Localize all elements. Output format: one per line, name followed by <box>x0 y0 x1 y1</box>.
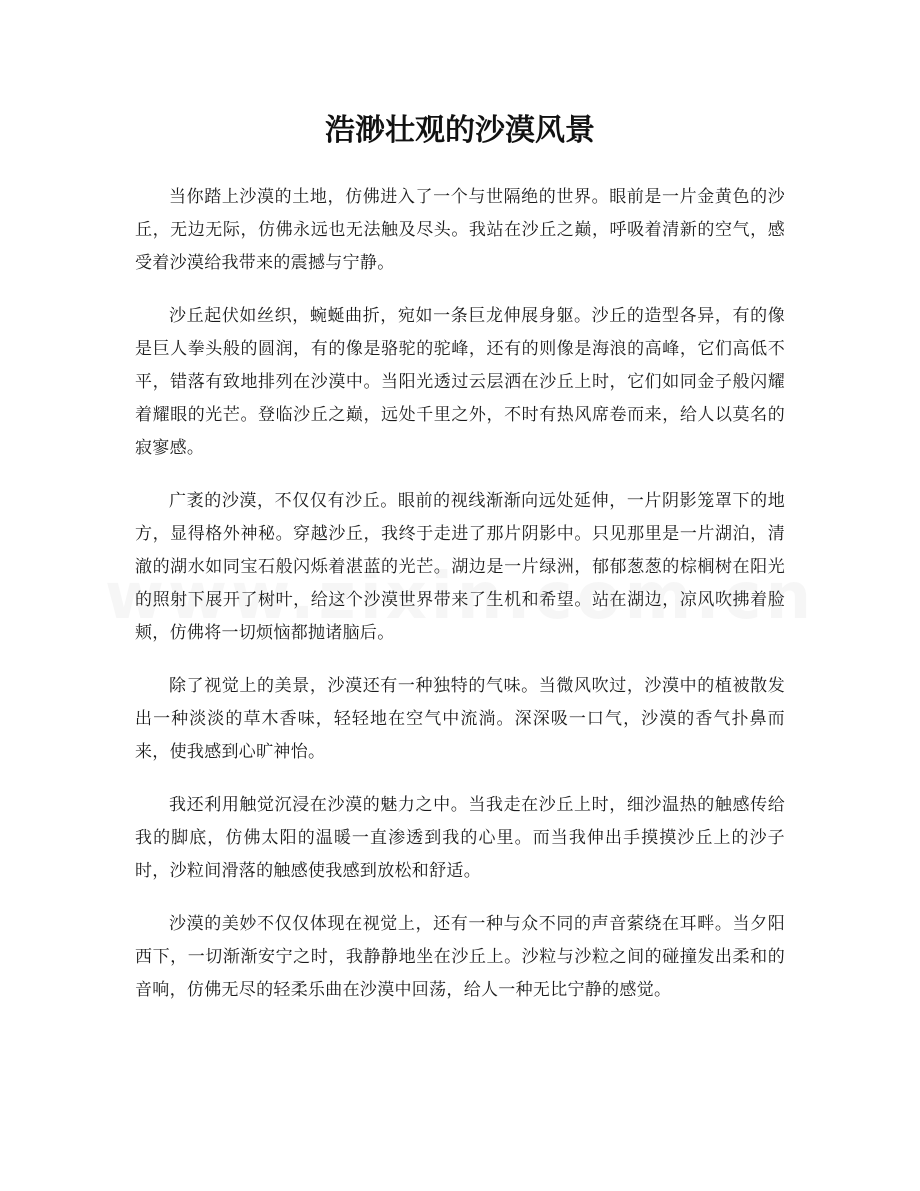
paragraph-2: 沙丘起伏如丝织，蜿蜒曲折，宛如一条巨龙伸展身躯。沙丘的造型各异，有的像是巨人拳头般的圆润，有的像是骆驼的驼峰，还有的则像是海浪的高峰，它们高低不平，错落有致地排列在沙漠中。当阳光透过云层洒在沙丘上时，它们如同金子般闪耀着耀眼的光芒。登临沙丘之巅，远处千里之外，不时有热风席卷而来，给人以莫名的寂寥感。 <box>135 306 785 458</box>
paragraph-6: 沙漠的美妙不仅仅体现在视觉上，还有一种与众不同的声音萦绕在耳畔。当夕阳西下，一切渐渐安宁之时，我静静地坐在沙丘上。沙粒与沙粒之间的碰撞发出柔和的音响，仿佛无尽的轻柔乐曲在沙漠中回荡，给人一种无比宁静的感觉。 <box>135 914 785 1000</box>
paragraph-3: 广袤的沙漠，不仅仅有沙丘。眼前的视线渐渐向远处延伸，一片阴影笼罩下的地方，显得格外神秘。穿越沙丘，我终于走进了那片阴影中。只见那里是一片湖泊，清澈的湖水如同宝石般闪烁着湛蓝的光芒。湖边是一片绿洲，郁郁葱葱的棕榈树在阳光的照射下展开了树叶，给这个沙漠世界带来了生机和希望。站在湖边，凉风吹拂着脸颊，仿佛将一切烦恼都抛诸脑后。 <box>135 491 785 643</box>
page-title: 浩渺壮观的沙漠风景 <box>325 113 595 148</box>
paragraph-4: 除了视觉上的美景，沙漠还有一种独特的气味。当微风吹过，沙漠中的植被散发出一种淡淡的草木香味，轻轻地在空气中流淌。深深吸一口气，沙漠的香气扑鼻而来，使我感到心旷神怡。 <box>135 676 785 762</box>
document-body <box>135 181 785 1027</box>
paragraph-1: 当你踏上沙漠的土地，仿佛进入了一个与世隔绝的世界。眼前是一片金黄色的沙丘，无边无际，仿佛永远也无法触及尽头。我站在沙丘之巅，呼吸着清新的空气，感受着沙漠给我带来的震撼与宁静。 <box>135 187 785 273</box>
paragraph-5: 我还利用触觉沉浸在沙漠的魅力之中。当我走在沙丘上时，细沙温热的触感传给我的脚底，仿佛太阳的温暖一直渗透到我的心里。而当我伸出手摸摸沙丘上的沙子时，沙粒间滑落的触感使我感到放松和舒适。 <box>135 795 785 881</box>
